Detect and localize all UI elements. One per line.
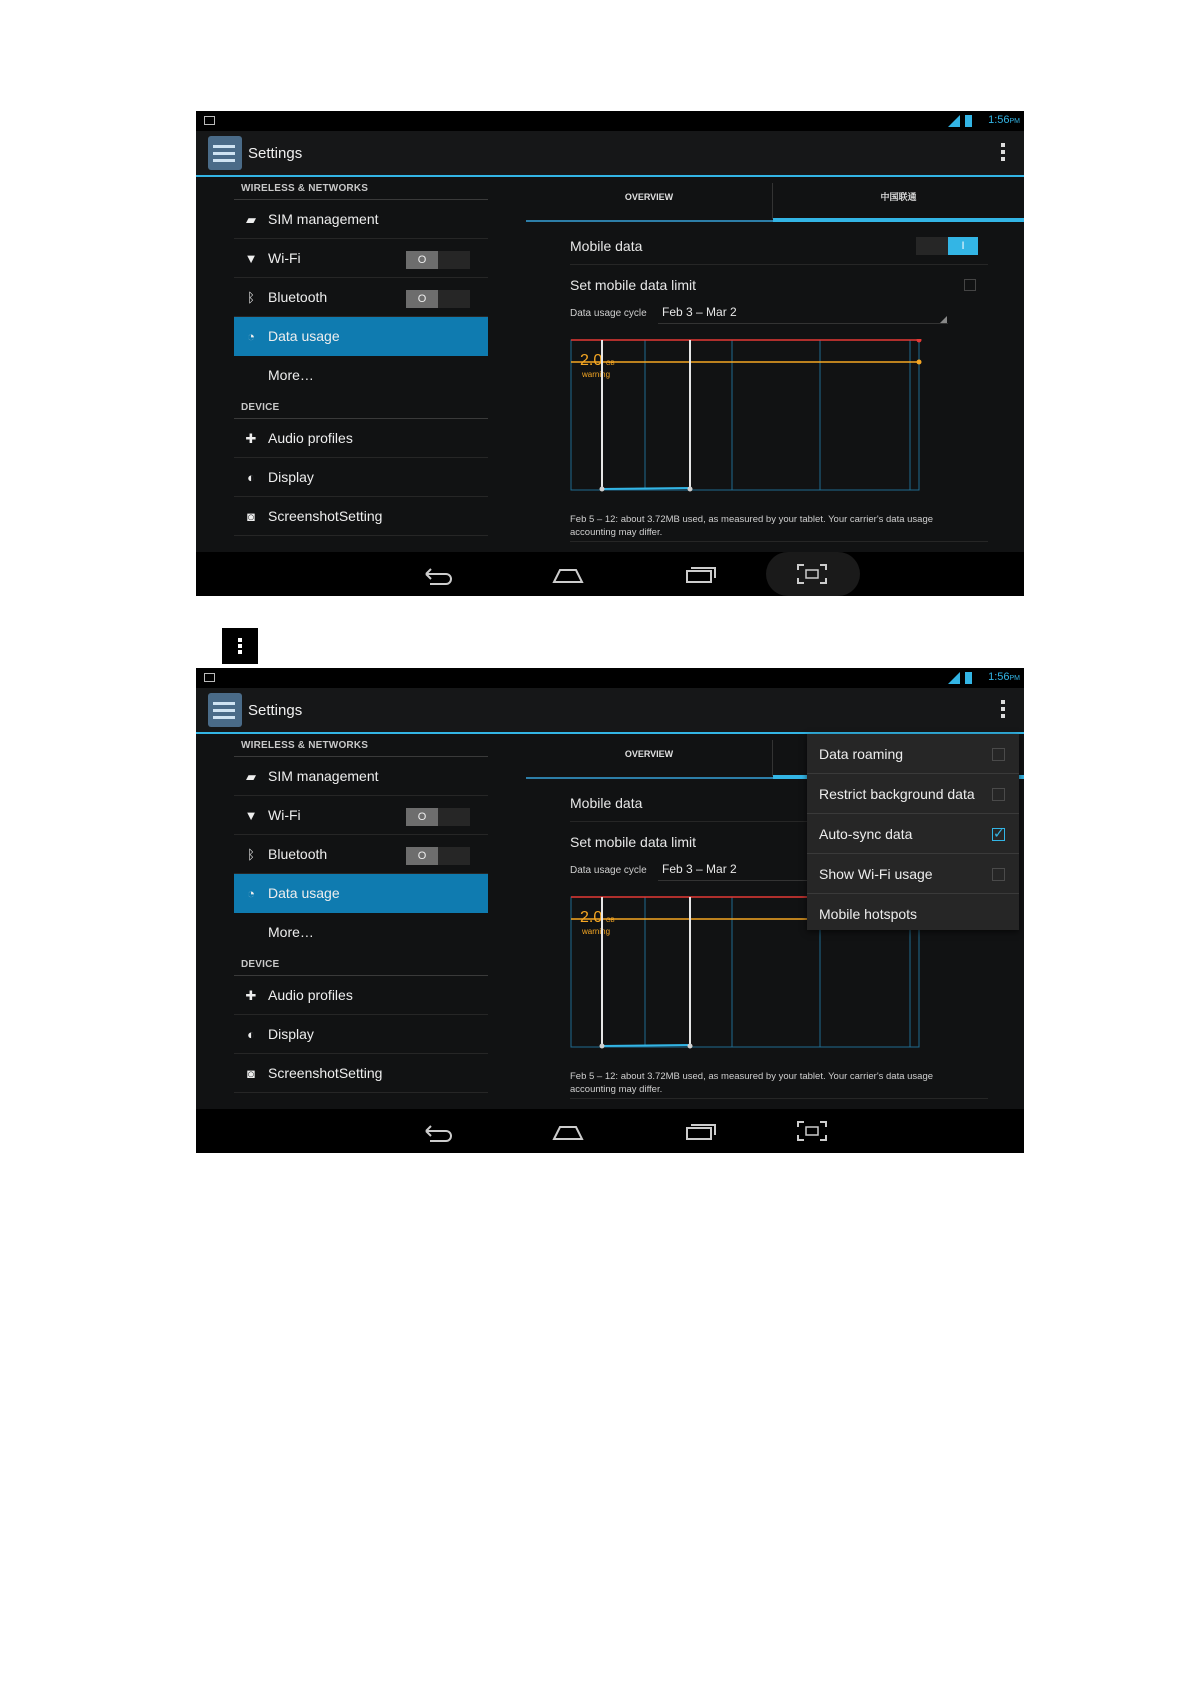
menu-item-data-roaming[interactable] xyxy=(807,734,1019,774)
data-usage-icon: ◔ xyxy=(247,886,255,901)
sidebar-item-label: More… xyxy=(268,924,314,940)
bluetooth-toggle[interactable]: O xyxy=(406,847,470,865)
sidebar-item-display[interactable] xyxy=(234,1015,488,1054)
sidebar-item-label: More… xyxy=(268,367,314,383)
sidebar-item-data-usage[interactable] xyxy=(234,874,488,913)
battery-icon xyxy=(965,115,972,127)
warning-label: warning xyxy=(582,927,611,936)
sidebar-item-sim-management[interactable] xyxy=(234,200,488,239)
display-icon: ◐ xyxy=(247,470,255,485)
overflow-menu-button[interactable] xyxy=(1000,143,1006,163)
wifi-toggle[interactable]: O xyxy=(406,251,470,269)
overflow-menu-popup xyxy=(807,734,1019,930)
home-icon[interactable] xyxy=(546,1117,590,1145)
sidebar-item-label: Data usage xyxy=(268,328,340,344)
camera-icon: ◙ xyxy=(247,1066,255,1081)
sidebar-item-screenshot-setting[interactable] xyxy=(234,497,488,536)
sidebar-item-label: Bluetooth xyxy=(268,846,328,862)
sidebar-item-sim-management[interactable] xyxy=(234,757,488,796)
notification-icon xyxy=(204,116,215,125)
signal-icon xyxy=(948,115,960,127)
back-icon[interactable] xyxy=(416,560,460,588)
data-usage-pane xyxy=(526,177,1024,552)
battery-icon xyxy=(965,672,972,684)
sidebar-item-label: ScreenshotSetting xyxy=(268,508,383,524)
data-limit-label: Set mobile data limit xyxy=(570,277,697,293)
clock: 1:56PM xyxy=(988,671,1020,683)
data-limit-label: Set mobile data limit xyxy=(570,834,697,850)
overflow-menu-icon xyxy=(222,628,258,664)
sim-icon: ▰ xyxy=(246,769,256,784)
section-header-wireless: WIRELESS & NETWORKS xyxy=(241,183,369,194)
section-header-wireless: WIRELESS & NETWORKS xyxy=(241,740,369,751)
home-icon[interactable] xyxy=(546,560,590,588)
screenshot-data-usage xyxy=(196,111,1024,596)
sidebar-item-data-usage[interactable] xyxy=(234,317,488,356)
data-roaming-checkbox[interactable] xyxy=(992,748,1005,761)
data-limit-checkbox[interactable] xyxy=(964,279,976,291)
sidebar-item-more[interactable] xyxy=(234,913,488,952)
usage-series xyxy=(602,1045,690,1046)
svg-text:GB: GB xyxy=(606,361,615,367)
sidebar-item-label: Bluetooth xyxy=(268,289,328,305)
settings-app-icon[interactable] xyxy=(208,136,242,170)
bluetooth-toggle[interactable]: O xyxy=(406,290,470,308)
menu-item-label: Mobile hotspots xyxy=(819,906,918,922)
menu-item-label: Show Wi-Fi usage xyxy=(819,866,933,882)
action-bar xyxy=(196,131,1024,177)
cycle-dropdown[interactable]: Feb 3 – Mar 2 xyxy=(662,305,737,319)
audio-profiles-icon: ✚ xyxy=(245,431,257,446)
sidebar-item-label: Display xyxy=(268,1026,314,1042)
mobile-data-row[interactable] xyxy=(570,227,988,265)
warning-label: warning xyxy=(582,370,611,379)
sidebar-item-label: Wi-Fi xyxy=(268,807,301,823)
data-usage-icon: ◔ xyxy=(247,329,255,344)
section-header-device: DEVICE xyxy=(241,959,280,970)
usage-series xyxy=(602,488,690,489)
sidebar-item-bluetooth[interactable] xyxy=(234,278,488,317)
sidebar-item-label: Display xyxy=(268,469,314,485)
bluetooth-icon: ᛒ xyxy=(247,847,255,862)
page-title: Settings xyxy=(248,145,303,162)
sidebar-item-audio-profiles[interactable] xyxy=(234,419,488,458)
status-bar xyxy=(196,111,1024,131)
settings-sidebar xyxy=(196,177,496,552)
signal-icon xyxy=(948,672,960,684)
cycle-dropdown[interactable]: Feb 3 – Mar 2 xyxy=(662,862,737,876)
clock: 1:56PM xyxy=(988,114,1020,126)
navigation-bar xyxy=(196,1109,1024,1153)
notification-icon xyxy=(204,673,215,682)
audio-profiles-icon: ✚ xyxy=(245,988,257,1003)
bluetooth-icon: ᛒ xyxy=(247,290,255,305)
menu-item-mobile-hotspots[interactable] xyxy=(807,894,1019,934)
back-icon[interactable] xyxy=(416,1117,460,1145)
sidebar-item-label: Wi-Fi xyxy=(268,250,301,266)
sidebar-item-audio-profiles[interactable] xyxy=(234,976,488,1015)
menu-item-restrict-background-data[interactable] xyxy=(807,774,1019,814)
settings-sidebar xyxy=(196,734,496,1109)
tab-overview[interactable]: OVERVIEW xyxy=(624,192,674,202)
screenshot-icon[interactable] xyxy=(790,1117,834,1145)
restrict-background-checkbox[interactable] xyxy=(992,788,1005,801)
sidebar-item-bluetooth[interactable] xyxy=(234,835,488,874)
sidebar-item-label: Audio profiles xyxy=(268,987,353,1003)
camera-icon: ◙ xyxy=(247,509,255,524)
cycle-label: Data usage cycle xyxy=(570,865,647,876)
tab-overview[interactable]: OVERVIEW xyxy=(624,749,674,759)
settings-app-icon[interactable] xyxy=(208,693,242,727)
sidebar-item-label: SIM management xyxy=(268,211,379,227)
warning-value: 2.0 xyxy=(580,352,603,369)
tab-carrier[interactable]: 中国联通 xyxy=(880,192,917,202)
usage-footnote: Feb 5 – 12: about 3.72MB used, as measured by your tablet. Your carrier's data usage accounting may differ. xyxy=(570,1071,934,1095)
menu-item-label: Restrict background data xyxy=(819,786,975,802)
recent-apps-icon[interactable] xyxy=(678,560,722,588)
usage-footnote: Feb 5 – 12: about 3.72MB used, as measured by your tablet. Your carrier's data usage accounting may differ. xyxy=(570,514,934,538)
navigation-bar xyxy=(196,552,1024,596)
tab-indicator xyxy=(773,218,1024,222)
mobile-data-label: Mobile data xyxy=(570,238,643,254)
cycle-label: Data usage cycle xyxy=(570,308,647,319)
wifi-icon: ▼ xyxy=(244,808,258,823)
screenshot-data-usage-menu xyxy=(196,668,1024,1153)
display-icon: ◐ xyxy=(247,1027,255,1042)
wifi-toggle[interactable]: O xyxy=(406,808,470,826)
sidebar-item-label: SIM management xyxy=(268,768,379,784)
show-wifi-usage-checkbox[interactable] xyxy=(992,868,1005,881)
sim-icon: ▰ xyxy=(246,212,256,227)
warning-value: 2.0 xyxy=(580,909,603,926)
overflow-menu-button[interactable] xyxy=(1000,700,1006,720)
page-title: Settings xyxy=(248,702,303,719)
data-usage-chart xyxy=(570,339,928,501)
dropdown-arrow-icon xyxy=(940,316,947,323)
sidebar-item-wifi[interactable] xyxy=(234,796,488,835)
auto-sync-checkbox[interactable] xyxy=(992,828,1005,841)
section-header-device: DEVICE xyxy=(241,402,280,413)
menu-item-label: Auto-sync data xyxy=(819,826,913,842)
action-bar xyxy=(196,688,1024,734)
menu-item-auto-sync-data[interactable] xyxy=(807,814,1019,854)
screenshot-icon[interactable] xyxy=(790,560,834,588)
sidebar-item-more[interactable] xyxy=(234,356,488,395)
menu-item-show-wifi-usage[interactable] xyxy=(807,854,1019,894)
sidebar-item-label: ScreenshotSetting xyxy=(268,1065,383,1081)
recent-apps-icon[interactable] xyxy=(678,1117,722,1145)
sidebar-item-screenshot-setting[interactable] xyxy=(234,1054,488,1093)
sidebar-item-label: Data usage xyxy=(268,885,340,901)
wifi-icon: ▼ xyxy=(244,251,258,266)
sidebar-item-label: Audio profiles xyxy=(268,430,353,446)
mobile-data-label: Mobile data xyxy=(570,795,643,811)
sidebar-item-wifi[interactable] xyxy=(234,239,488,278)
menu-item-label: Data roaming xyxy=(819,746,904,762)
data-limit-row[interactable] xyxy=(570,266,988,304)
mobile-data-switch[interactable]: I xyxy=(916,237,978,255)
svg-text:GB: GB xyxy=(606,918,615,924)
sidebar-item-display[interactable] xyxy=(234,458,488,497)
status-bar xyxy=(196,668,1024,688)
